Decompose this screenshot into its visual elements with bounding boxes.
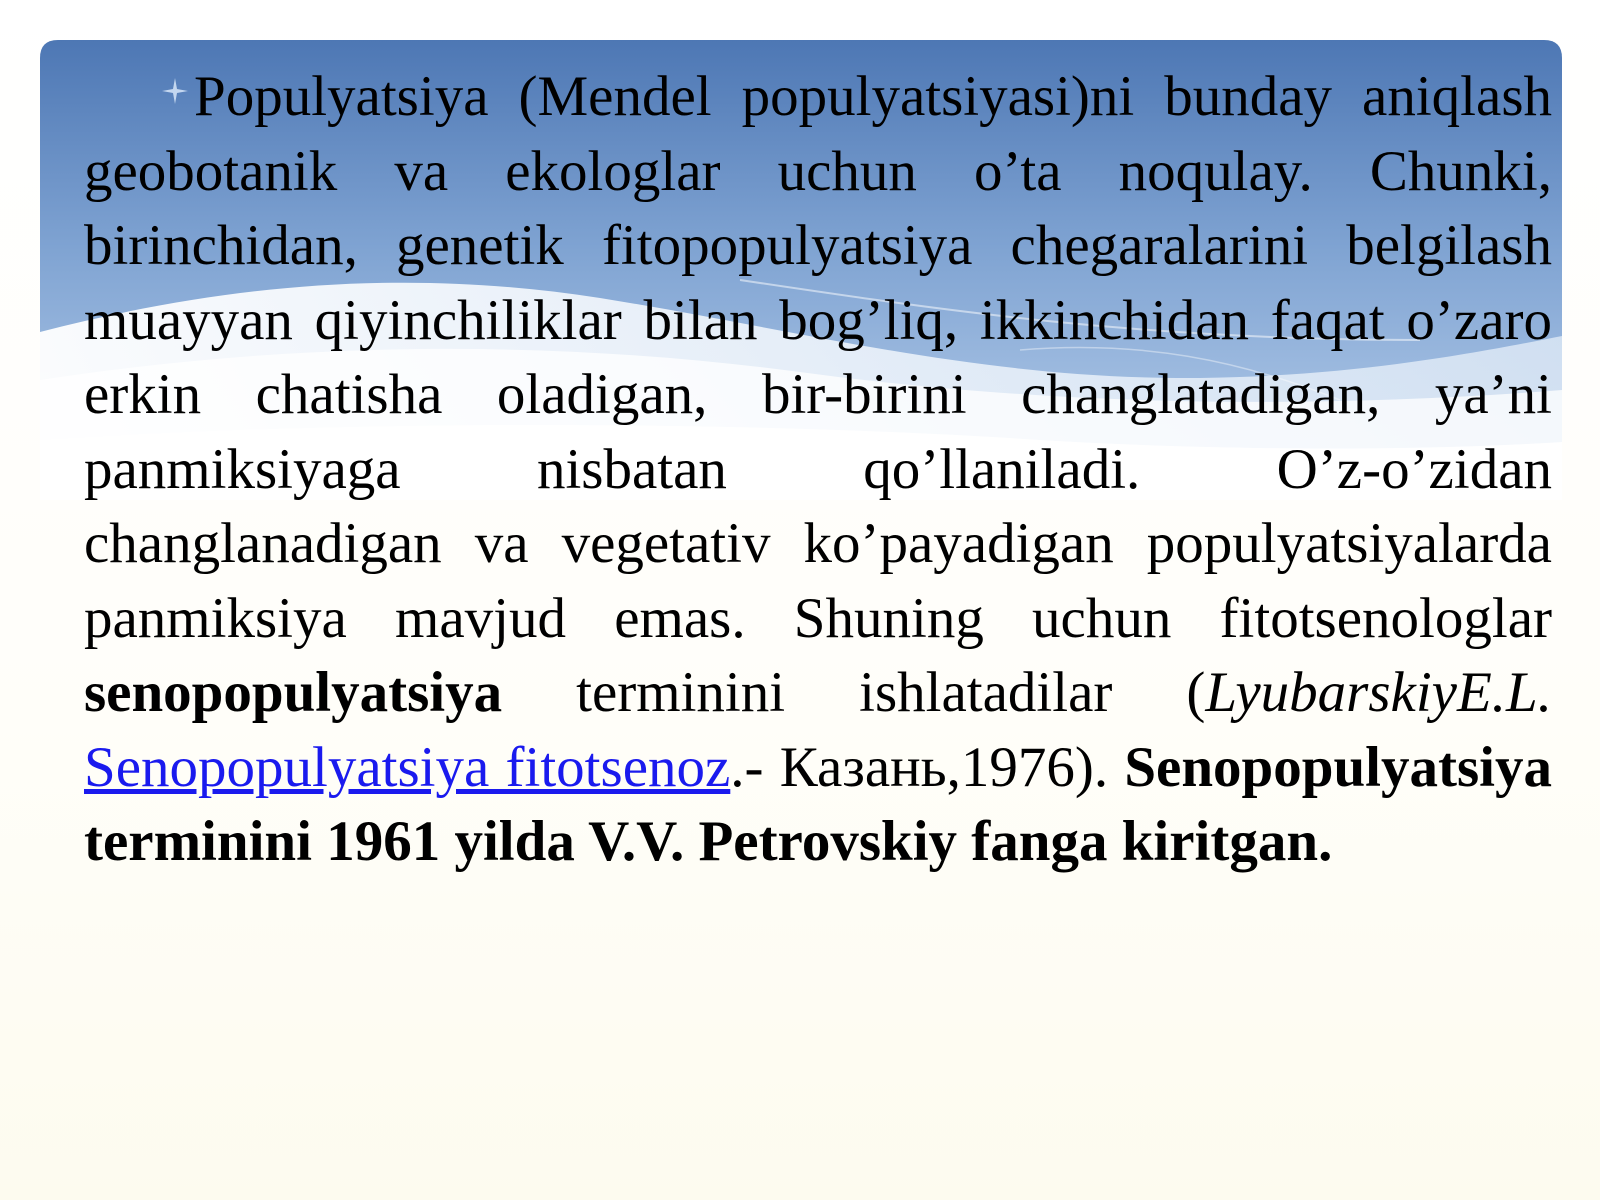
author-citation-italic: LyubarskiyE.L. [1205,661,1552,724]
paragraph-text-part3: .- Казань,1976). [730,735,1125,799]
term-senopopulyatsiya-bold: senopopulyatsiya [84,661,503,724]
paragraph-text-part1: Populyatsiya (Mendel populyatsiyasi)ni bunday aniqlash geobotanik va ekologlar uchun o’ta noqulay. Chunki, birinchidan, genetik fitopopulyatsiya chegaralarini belgilash muayyan qiyinchiliklar bilan bog’liq, ikkinchidan faqat o’zaro erkin chatisha oladigan, bir-birini changlatadigan, ya’ni panmiksiyaga nisbatan qo’llaniladi. O’z-o’zidan changlanadigan va vegetativ ko’payadigan populyatsiyalarda panmiksiya mavjud emas. Shuning uchun fitotsenologlar [84,65,1552,650]
final-statement-bold: Senopopulyatsiya terminini 1961 yilda V.V. Petrovskiy fanga kiritgan. [84,735,1552,873]
citation-link[interactable]: Senopopulyatsiya fitotsenoz [84,735,731,799]
body-paragraph [84,60,1552,880]
paragraph-text-part2: terminini ishlatadilar ( [502,661,1206,724]
